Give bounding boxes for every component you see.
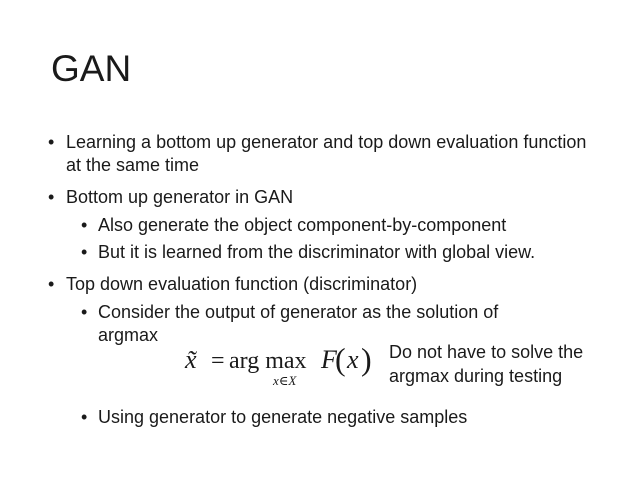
bullet-dot: • xyxy=(48,132,55,152)
bullet-text: But it is learned from the discriminator with global view. xyxy=(98,242,536,262)
formula-function: F xyxy=(321,345,337,374)
formula-paren-close: ) xyxy=(361,342,372,377)
bullet-text: Learning a bottom up generator and top down evaluation function at the same time xyxy=(66,132,587,175)
bullet-dot: • xyxy=(81,242,88,262)
formula-equals: = xyxy=(211,348,225,374)
argmax-formula xyxy=(183,342,378,392)
formula-operator: arg max xyxy=(229,348,307,374)
formula-lhs: x̃ xyxy=(185,345,197,374)
note-line: argmax during testing xyxy=(389,366,563,386)
formula-arg: x xyxy=(347,345,359,374)
bullet-dot: • xyxy=(81,302,88,322)
formula-note xyxy=(389,340,619,388)
bullet-text: Also generate the object component-by-component xyxy=(98,215,507,235)
slide-title: GAN xyxy=(51,48,132,89)
bullet-dot: • xyxy=(48,187,55,207)
bullet-text: Consider the output of generator as the solution of argmax xyxy=(98,302,499,345)
formula-paren-open: ( xyxy=(335,342,346,377)
bullet-dot: • xyxy=(81,215,88,235)
bullet-text: Using generator to generate negative samples xyxy=(98,407,468,427)
formula-subscript: x∈X xyxy=(273,373,297,388)
bullet-text: Bottom up generator in GAN xyxy=(66,187,294,207)
bullet-text: Top down evaluation function (discriminator) xyxy=(66,274,418,294)
bullet-dot: • xyxy=(48,274,55,294)
note-line: Do not have to solve the xyxy=(389,342,584,362)
bullet-dot: • xyxy=(81,407,88,427)
